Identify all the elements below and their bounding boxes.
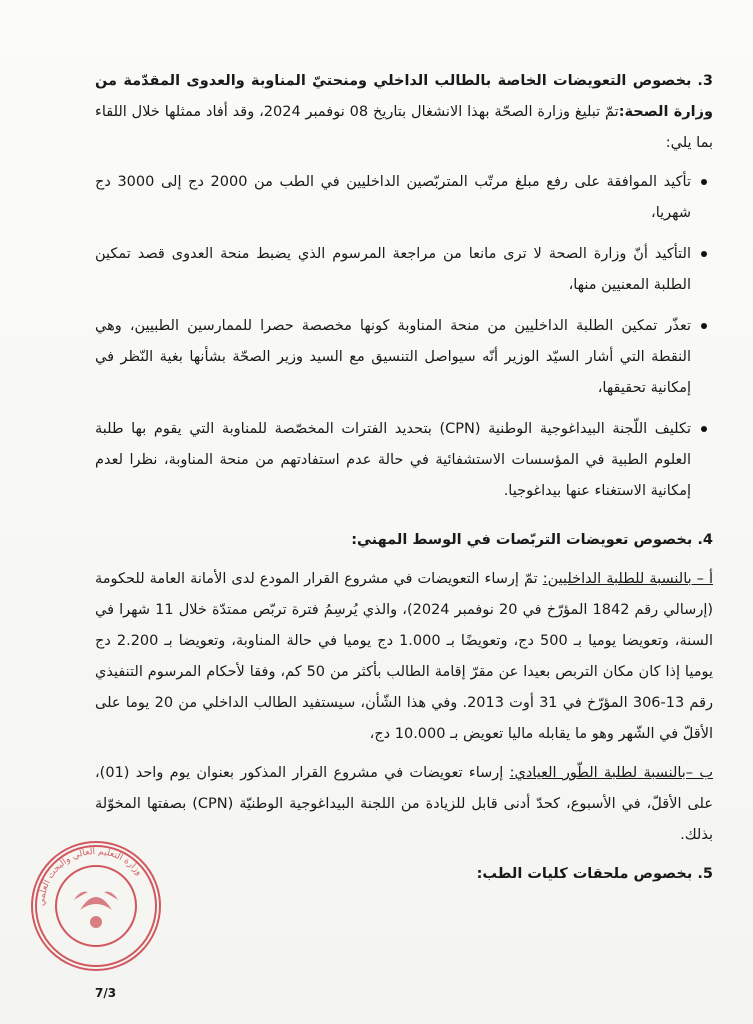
spacer	[95, 851, 713, 859]
section-4-part-b	[95, 758, 713, 851]
stamp-text: وزارة التعليم العالي والبحث العلمي	[36, 846, 144, 907]
section-3-number: 3.	[697, 73, 714, 89]
section-3-intro: تمّ تبليغ وزارة الصحّة بهذا الانشغال بتاريخ 08 نوفمبر 2024، وقد أفاد ممثلها خلال اللقاء بما يلي:	[95, 104, 713, 151]
bullet-item: تعذّر تمكين الطلبة الداخليين من منحة المناوبة كونها مخصصة حصرا للممارسين الطبيين، وهي النقطة التي أشار السيّد الوزير أنّه سيواصل التنسيق مع السيد وزير الصحّة بشأنها بغية النّظر في إمكانية تحقيقها،	[95, 311, 691, 404]
section-4-part-a	[95, 564, 713, 750]
section-3	[95, 66, 713, 159]
bullet-item: تأكيد الموافقة على رفع مبلغ مرتّب المتربّصين الداخليين في الطب من 2000 دج إلى 3000 دج شهريا،	[95, 167, 691, 229]
section-3-heading: بخصوص التعويضات الخاصة بالطالب الداخلي ومنحتيّ المناوبة والعدوى المقدّمة من وزارة الصحة:	[95, 73, 714, 120]
bullet-item: تكليف اللّجنة البيداغوجية الوطنية (CPN) بتحديد الفترات المخصّصة للمناوبة التي يقوم بها طلبة العلوم الطبية في المؤسسات الاستشفائية في حالة عدم استفادتهم من منحة المناوبة، نظرا لعدم إمكانية الاستغناء عنها بيداغوجيا.	[95, 414, 691, 507]
official-stamp	[28, 838, 164, 974]
part-a-label: أ – بالنسبة للطلبة الداخليين:	[542, 571, 713, 587]
section-5-heading-row	[95, 859, 713, 890]
part-b-label: ب –بالنسبة لطلبة الطّور العيادي:	[509, 765, 713, 781]
part-a-text: تمّ إرساء التعويضات في مشروع القرار المودع لدى الأمانة العامة للحكومة (إرسالي رقم 1842 المؤرّخ في 20 نوفمبر 2024)، والذي يُرسِمُ فترة تربّص ممتدّة خلال 11 شهرا في السنة، وتعويضا يوميا بـ 500 دج، وتعويضًا بـ 1.000 دج يوميا في حالة المناوبة، وتعويضا بـ 2.200 دج يوميا إذا كان مكان التربص بعيدا عن مقرّ إقامة الطالب بأكثر من 50 كم، وفقا لأحكام المرسوم التنفيذي رقم 13-306 المؤرّخ في 31 أوت 2013. وفي هذا الشّأن، سيستفيد الطالب الداخلي من 20 يوما على الأقلّ في الشّهر وهو ما يقابله ماليا تعويض بـ 10.000 دج،	[95, 571, 714, 742]
page-number: 7/3	[95, 986, 117, 1000]
section-5-number: 5.	[697, 866, 713, 882]
spacer	[95, 556, 713, 564]
section-4-number: 4.	[697, 532, 713, 548]
section-3-bullet-list	[95, 167, 713, 507]
section-4-heading: بخصوص تعويضات التربّصات في الوسط المهني:	[351, 532, 693, 548]
spacer	[95, 750, 713, 758]
document-body	[95, 66, 713, 890]
bullet-item: التأكيد أنّ وزارة الصحة لا ترى مانعا من مراجعة المرسوم الذي يضبط منحة العدوى قصد تمكين الطلبة المعنيين منها،	[95, 239, 691, 301]
section-4-heading-row	[95, 525, 713, 556]
part-b-text: إرساء تعويضات في مشروع القرار المذكور بعنوان يوم واحد (01)، على الأقلّ، في الأسبوع، كحدّ أدنى قابل للزيادة من اللجنة البيداغوجية الوطنيّة (CPN) بصفتها المخوّلة بذلك.	[95, 765, 714, 843]
section-5-heading: بخصوص ملحقات كليات الطب:	[476, 866, 693, 882]
spacer	[95, 517, 713, 525]
